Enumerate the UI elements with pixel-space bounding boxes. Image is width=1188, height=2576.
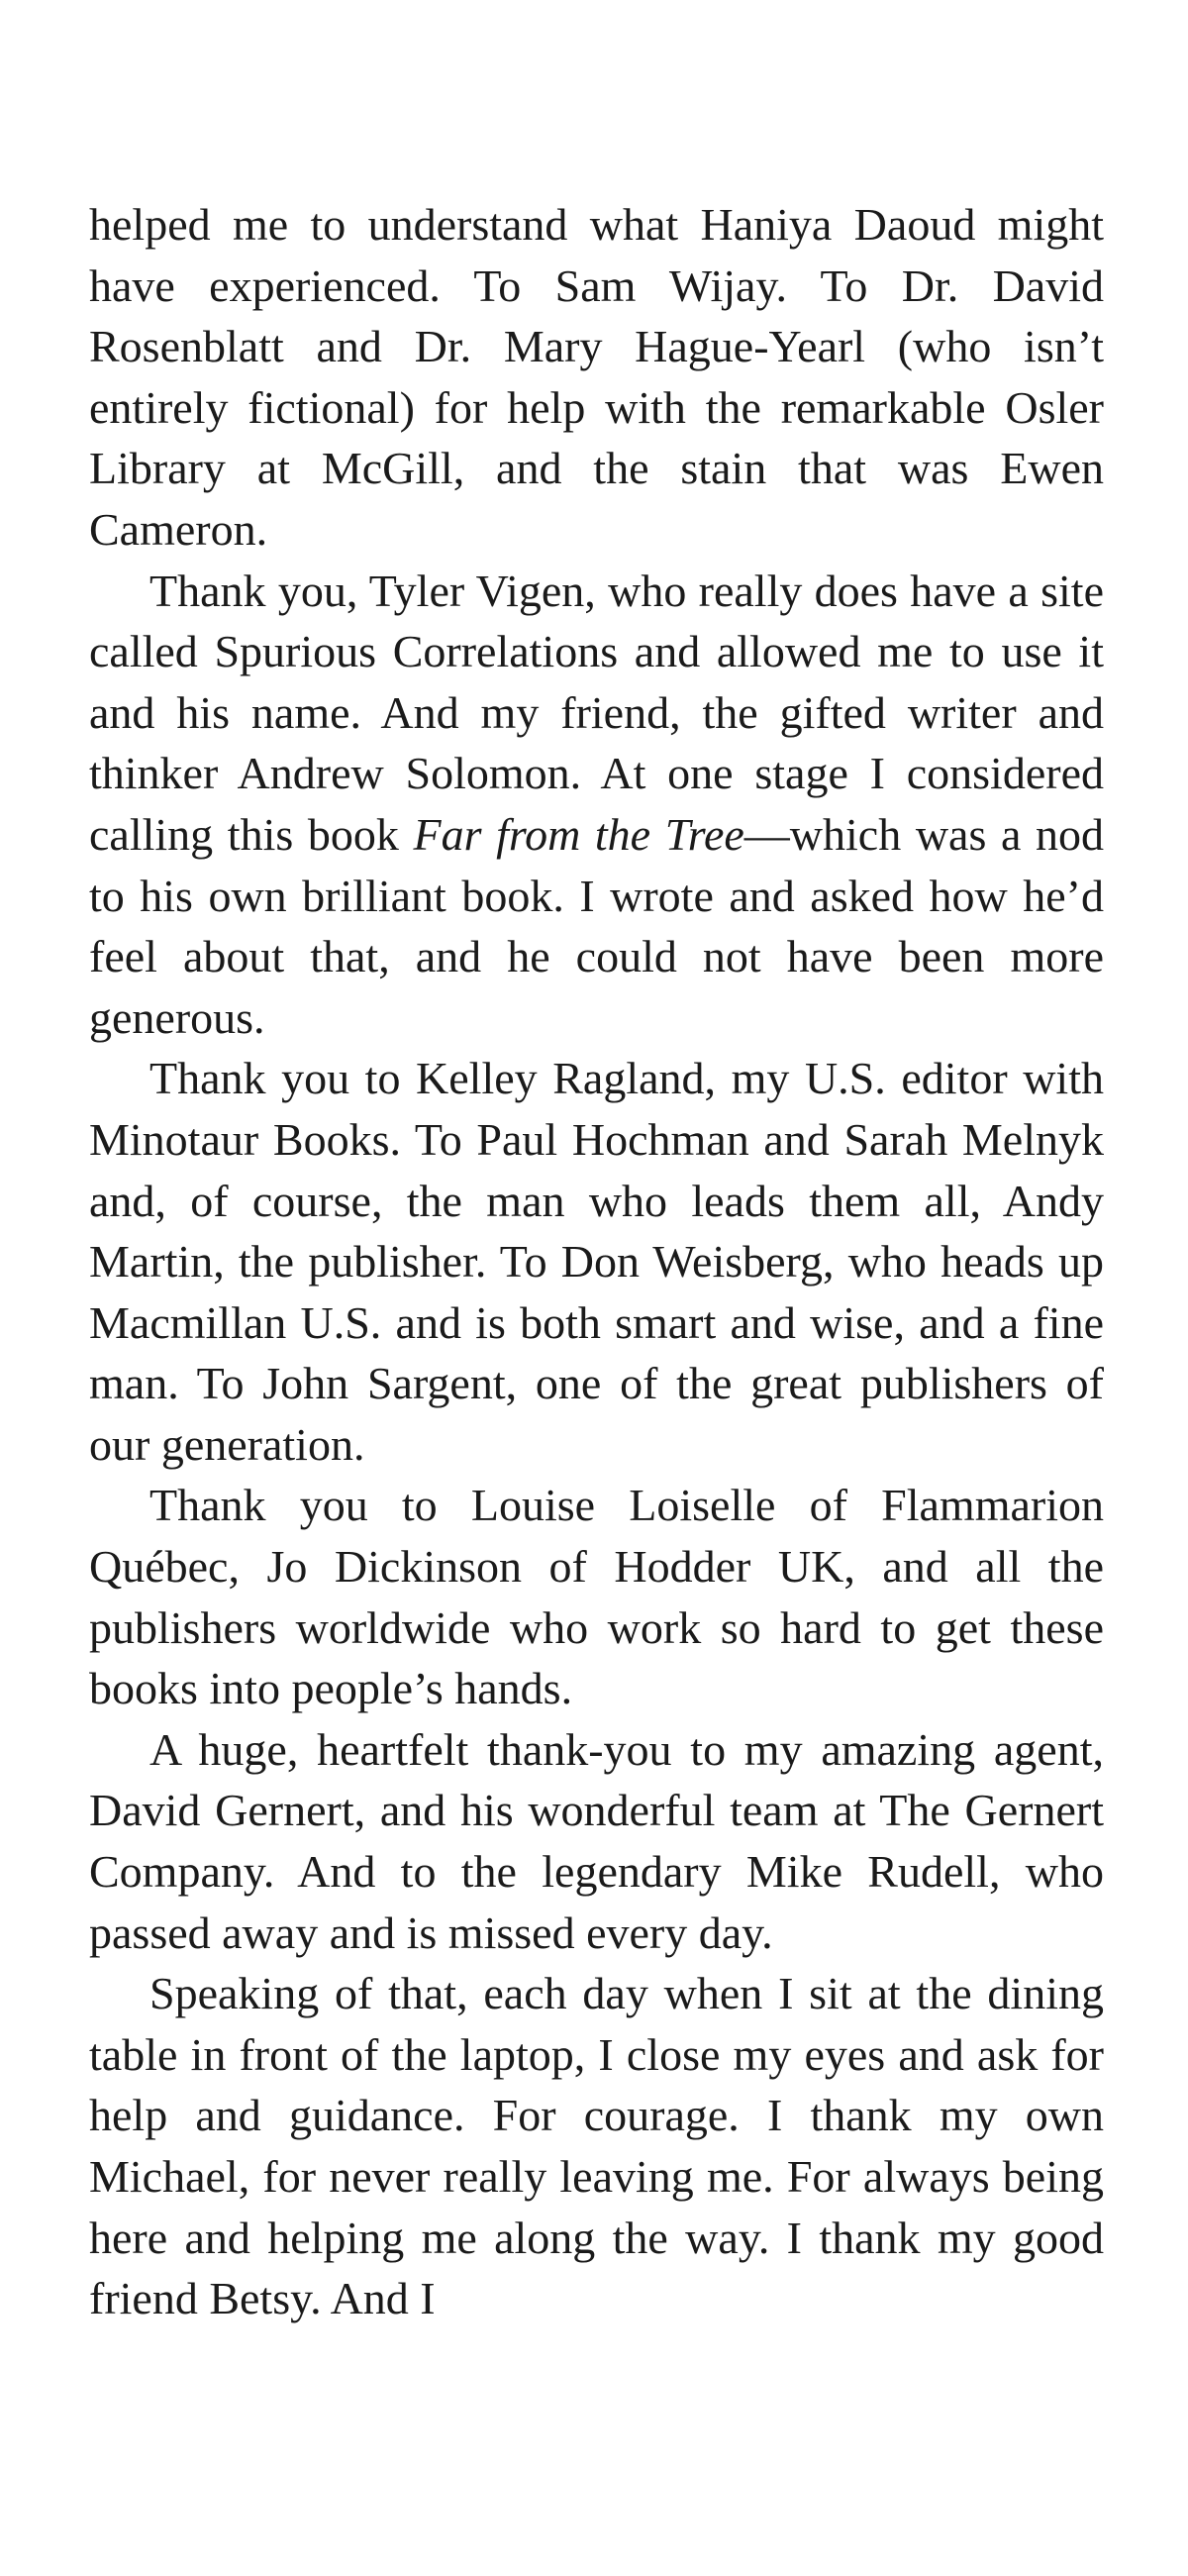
- paragraph-text: —which was a nod to his own brilliant book. I wrote and asked how he’d feel about that, and he could not have been more generous.: [89, 808, 1105, 1043]
- paragraph-david-gernert: A huge, heartfelt thank-you to my amazing agent, David Gernert, and his wonderful team at The Gernert Company. And to the legendary Mike Rudell, who passed away and is missed every day.: [89, 1723, 1104, 1958]
- paragraph-text: Thank you, Tyler Vigen, who really does have a site called Spurious Correlations and allowed me to use it and his name. And my friend, the gifted writer and thinker Andrew Solomon. At one stage I considered calling this book: [89, 565, 1104, 860]
- paragraph-speaking-of-that: Speaking of that, each day when I sit at the dining table in front of the laptop, I close my eyes and ask for help and guidance. For courage. I thank my own Michael, for never really leaving me. For always being here and helping me along the way. I thank my good friend Betsy. And I: [89, 1968, 1104, 2324]
- paragraph-tyler-vigen: [89, 561, 1104, 1049]
- reader-page: [89, 194, 1104, 2329]
- paragraph-kelley-ragland: Thank you to Kelley Ragland, my U.S. editor with Minotaur Books. To Paul Hochman and Sarah Melnyk and, of course, the man who leads them all, Andy Martin, the publisher. To Don Weisberg, who heads up Macmillan U.S. and is both smart and wise, and a fine man. To John Sargent, one of the great publishers of our generation.: [89, 1053, 1104, 1470]
- paragraph-louise-loiselle: Thank you to Louise Loiselle of Flammarion Québec, Jo Dickinson of Hodder UK, and all the publishers worldwide who work so hard to get these books into people’s hands.: [89, 1480, 1104, 1714]
- book-title: Far from the Tree: [413, 808, 744, 860]
- paragraph-continued: helped me to understand what Haniya Daoud might have experienced. To Sam Wijay. To Dr. David Rosenblatt and Dr. Mary Hague-Yearl (who isn’t entirely fictional) for help with the remarkable Osler Library at McGill, and the stain that was Ewen Cameron.: [89, 199, 1104, 555]
